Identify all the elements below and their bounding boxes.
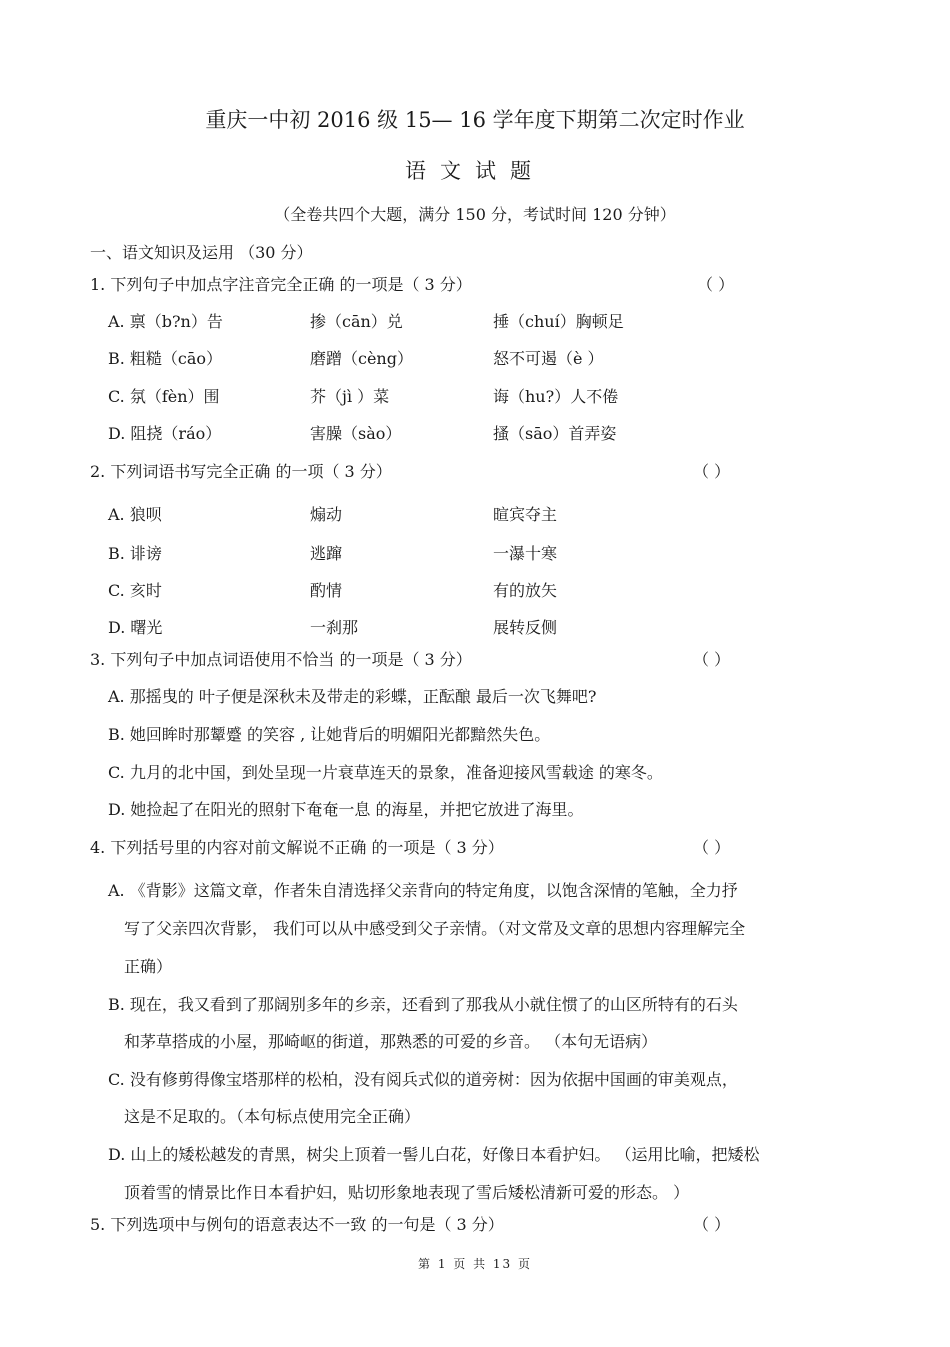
q4-option-d-line-2: 顶着雪的情景比作日本看护妇，贴切形象地表现了雪后矮松清新可爱的形态。 ）: [124, 1183, 690, 1202]
q1-c-1: C. 氛（fèn）围: [108, 387, 220, 406]
question-1-answer-paren: （ ）: [697, 275, 735, 294]
exam-subtitle: 语文试题: [405, 159, 545, 183]
q2-a-3: 暄宾夺主: [493, 505, 558, 524]
q4-option-c-line-1: C. 没有修剪得像宝塔那样的松柏，没有阅兵式似的道旁树：因为依据中国画的审美观点，: [108, 1070, 738, 1089]
question-4-stem: 4. 下列括号里的内容对前文解说不正确 的一项是（ 3 分）: [90, 838, 504, 857]
q4-option-a-line-2: 写了父亲四次背影， 我们可以从中感受到父子亲情。（对文常及文章的思想内容理解完全: [124, 919, 746, 938]
q2-b-1: B. 诽谤: [108, 544, 162, 563]
q4-option-a-line-3: 正确）: [124, 957, 173, 976]
q1-c-3: 诲（hu?）人不倦: [493, 387, 619, 406]
q2-c-1: C. 亥时: [108, 581, 162, 600]
question-5-stem: 5. 下列选项中与例句的语意表达不一致 的一句是（ 3 分）: [90, 1215, 504, 1234]
q3-option-d: D. 她捡起了在阳光的照射下奄奄一息 的海星，并把它放进了海里。: [108, 800, 584, 819]
q3-option-c: C. 九月的北中国，到处呈现一片衰草连天的景象，准备迎接风雪载途 的寒冬。: [108, 763, 663, 782]
q2-a-1: A. 狼呗: [108, 505, 162, 524]
section-heading: 一、语文知识及运用 （30 分）: [90, 243, 313, 262]
question-3-stem: 3. 下列句子中加点词语使用不恰当 的一项是（ 3 分）: [90, 650, 472, 669]
q4-option-a-line-1: A. 《背影》这篇文章，作者朱自清选择父亲背向的特定角度，以饱含深情的笔触，全力抒: [108, 881, 738, 900]
q4-option-c-line-2: 这是不足取的。（本句标点使用完全正确）: [124, 1107, 421, 1126]
q1-d-1: D. 阻挠（ráo）: [108, 424, 222, 443]
q3-option-a: A. 那摇曳的 叶子便是深秋未及带走的彩蝶，正酝酿 最后一次飞舞吧?: [108, 687, 597, 706]
q2-d-1: D. 曙光: [108, 618, 163, 637]
q1-b-3: 怒不可遏（è ）: [493, 349, 604, 368]
q4-option-b-line-1: B. 现在，我又看到了那阔别多年的乡亲，还看到了那我从小就住惯了的山区所特有的石头: [108, 995, 738, 1014]
question-2-stem: 2. 下列词语书写完全正确 的一项（ 3 分）: [90, 462, 392, 481]
q1-a-1: A. 禀（b?n）告: [108, 312, 223, 331]
q4-option-d-line-1: D. 山上的矮松越发的青黑，树尖上顶着一髻儿白花，好像日本看护妇。 （运用比喻，把矮松: [108, 1145, 760, 1164]
q1-b-2: 磨蹭（cèng）: [310, 349, 413, 368]
question-5-answer-paren: （ ）: [693, 1215, 731, 1234]
question-4-answer-paren: （ ）: [693, 838, 731, 857]
q1-b-1: B. 粗糙（cāo）: [108, 349, 223, 368]
q1-c-2: 芥（jì ）菜: [310, 387, 390, 406]
q1-d-2: 害臊（sào）: [310, 424, 402, 443]
q2-b-3: 一瀑十寒: [493, 544, 558, 563]
q3-option-b: B. 她回眸时那颦蹙 的笑容 , 让她背后的明媚阳光都黯然失色。: [108, 725, 551, 744]
page-footer: 第 1 页 共 13 页: [418, 1257, 532, 1271]
q4-option-b-line-2: 和茅草搭成的小屋，那崎岖的街道，那熟悉的可爱的乡音。 （本句无语病）: [124, 1032, 658, 1051]
q1-a-3: 捶（chuí）胸顿足: [493, 312, 624, 331]
exam-title: 重庆一中初 2016 级 15— 16 学年度下期第二次定时作业: [205, 108, 745, 132]
q2-d-2: 一刹那: [310, 618, 359, 637]
q2-c-3: 有的放矢: [493, 581, 558, 600]
question-1-stem: 1. 下列句子中加点字注音完全正确 的一项是（ 3 分）: [90, 275, 472, 294]
q1-a-2: 掺（cān）兑: [310, 312, 403, 331]
question-3-answer-paren: （ ）: [693, 650, 731, 669]
q2-a-2: 煽动: [310, 505, 343, 524]
question-2-answer-paren: （ ）: [693, 462, 731, 481]
exam-meta: （全卷共四个大题，满分 150 分，考试时间 120 分钟）: [274, 205, 676, 224]
q1-d-3: 搔（sāo）首弄姿: [493, 424, 617, 443]
q2-b-2: 逃蹿: [310, 544, 343, 563]
q2-c-2: 酌情: [310, 581, 343, 600]
q2-d-3: 展转反侧: [493, 618, 558, 637]
